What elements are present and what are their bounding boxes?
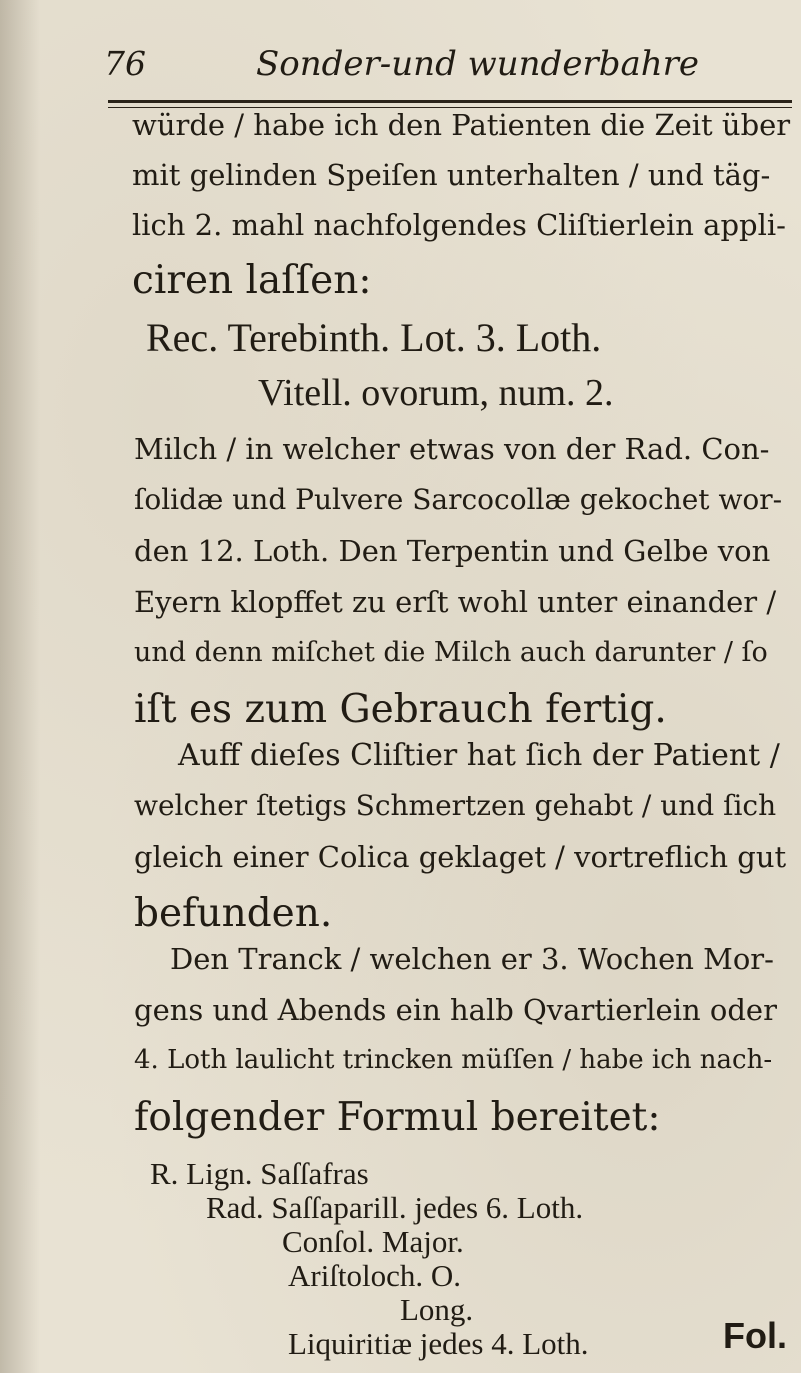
text-line: Milch / in welcher etwas von der Rad. Con- (134, 432, 770, 466)
catchword: Fol. (723, 1315, 787, 1356)
running-title: Sonder-und wunderbahre (256, 44, 699, 84)
header-rule (108, 100, 792, 108)
page-gutter-shadow (0, 0, 40, 1373)
text-line: befunden. (134, 891, 333, 936)
text-line: ciren laſſen: (132, 258, 372, 303)
recipe-line: Rec. Terebinth. Lot. 3. Loth. (146, 315, 602, 360)
text-line: gleich einer Colica geklaget / vortreflich gut (134, 840, 787, 874)
recipe-line: Vitell. ovorum, num. 2. (258, 372, 614, 414)
recipe-line: Conſol. Major. (282, 1224, 464, 1259)
text-line: und denn miſchet die Milch auch darunter / ſo (134, 637, 768, 668)
recipe-line: Ariſtoloch. O. (288, 1258, 462, 1293)
page-number: 76 (104, 44, 146, 83)
text-line: den 12. Loth. Den Terpentin und Gelbe von (134, 534, 771, 568)
recipe-line: R. Lign. Saſſafras (150, 1156, 369, 1191)
text-line: gens und Abends ein halb Qvartierlein oder (134, 993, 777, 1027)
text-line: Auff dieſes Cliſtier hat ſich der Patient / (178, 738, 780, 773)
text-line: würde / habe ich den Patienten die Zeit über (132, 108, 791, 142)
page-header (104, 44, 794, 94)
recipe-line: Long. (400, 1292, 474, 1327)
recipe-line: Rad. Saſſaparill. jedes 6. Loth. (206, 1190, 584, 1225)
text-line: folgender Formul bereitet: (134, 1095, 661, 1140)
text-line: iſt es zum Gebrauch fertig. (134, 687, 667, 732)
text-line: welcher ſtetigs Schmertzen gehabt / und ſich (134, 789, 777, 822)
text-line: mit gelinden Speiſen unterhalten / und täg- (132, 158, 771, 192)
recipe-line: Liquiritiæ jedes 4. Loth. (288, 1326, 589, 1361)
text-line: lich 2. mahl nachfolgendes Cliſtierlein appli- (132, 208, 786, 242)
text-line: 4. Loth laulicht trincken müſſen / habe ich nach- (134, 1045, 773, 1075)
text-line: Den Tranck / welchen er 3. Wochen Mor- (170, 942, 774, 976)
text-line: Eyern klopffet zu erſt wohl unter einander / (134, 585, 777, 619)
text-line: ſolidæ und Pulvere Sarcocollæ gekochet wor- (134, 483, 783, 516)
